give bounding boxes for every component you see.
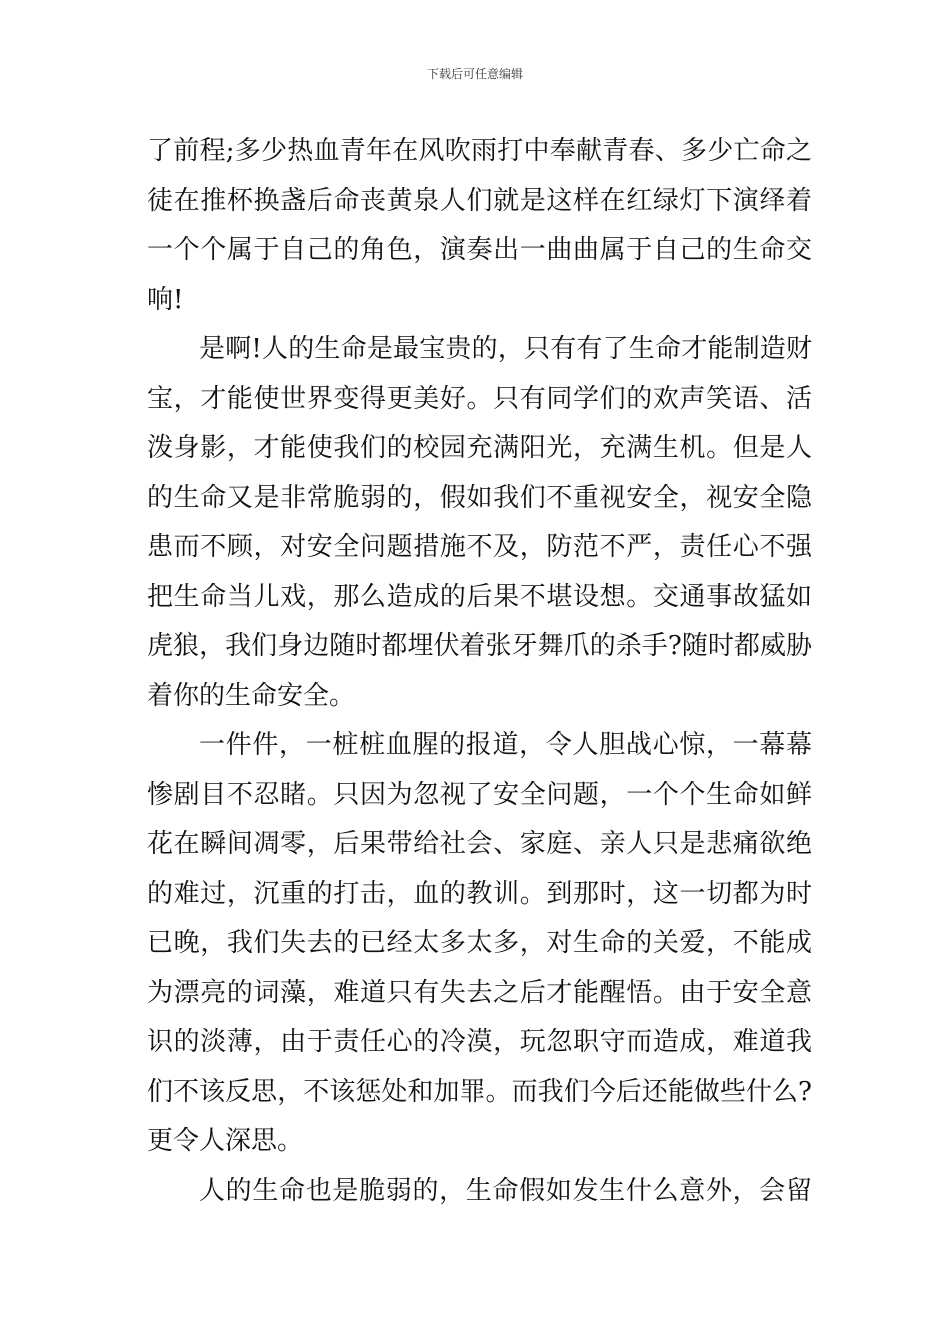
text-line: 已晚，我们失去的已经太多太多，对生命的关爱，不能成: [147, 928, 812, 958]
text-line: 着你的生命安全。: [147, 681, 356, 711]
text-line: 人的生命也是脆弱的，生命假如发生什么意外，会留: [199, 1176, 812, 1206]
text-line: 了前程;多少热血青年在风吹雨打中奉献青春、多少亡命之: [147, 136, 812, 166]
text-line: 把生命当儿戏，那么造成的后果不堪设想。交通事故猛如: [147, 582, 812, 612]
text-line: 患而不顾，对安全问题措施不及，防范不严，责任心不强: [147, 532, 812, 562]
text-line: 惨剧目不忍睹。只因为忽视了安全问题，一个个生命如鲜: [147, 780, 812, 810]
text-line: 花在瞬间凋零，后果带给社会、家庭、亲人只是悲痛欲绝: [147, 829, 812, 859]
text-line: 虎狼，我们身边随时都埋伏着张牙舞爪的杀手?随时都威胁: [147, 631, 812, 661]
text-line: 泼身影，才能使我们的校园充满阳光，充满生机。但是人: [147, 433, 812, 463]
text-line: 为漂亮的词藻，难道只有失去之后才能醒悟。由于安全意: [147, 978, 812, 1008]
text-line: 的生命又是非常脆弱的，假如我们不重视安全，视安全隐: [147, 483, 812, 513]
text-line: 宝，才能使世界变得更美好。只有同学们的欢声笑语、活: [147, 384, 812, 414]
text-line: 识的淡薄，由于责任心的冷漠，玩忽职守而造成，难道我: [147, 1027, 812, 1057]
text-line: 徒在推杯换盏后命丧黄泉人们就是这样在红绿灯下演绎着: [147, 186, 812, 216]
text-line: 响!: [147, 285, 184, 315]
text-line: 一个个属于自己的角色，演奏出一曲曲属于自己的生命交: [147, 235, 812, 265]
text-line: 是啊!人的生命是最宝贵的，只有有了生命才能制造财: [199, 334, 812, 364]
text-line: 们不该反思，不该惩处和加罪。而我们今后还能做些什么?: [147, 1077, 812, 1107]
text-line: 更令人深思。: [147, 1126, 304, 1156]
text-line: 的难过，沉重的打击，血的教训。到那时，这一切都为时: [147, 879, 812, 909]
page-header: 下载后可任意编辑: [426, 67, 523, 81]
text-line: 一件件，一桩桩血腥的报道，令人胆战心惊，一幕幕: [199, 730, 812, 760]
